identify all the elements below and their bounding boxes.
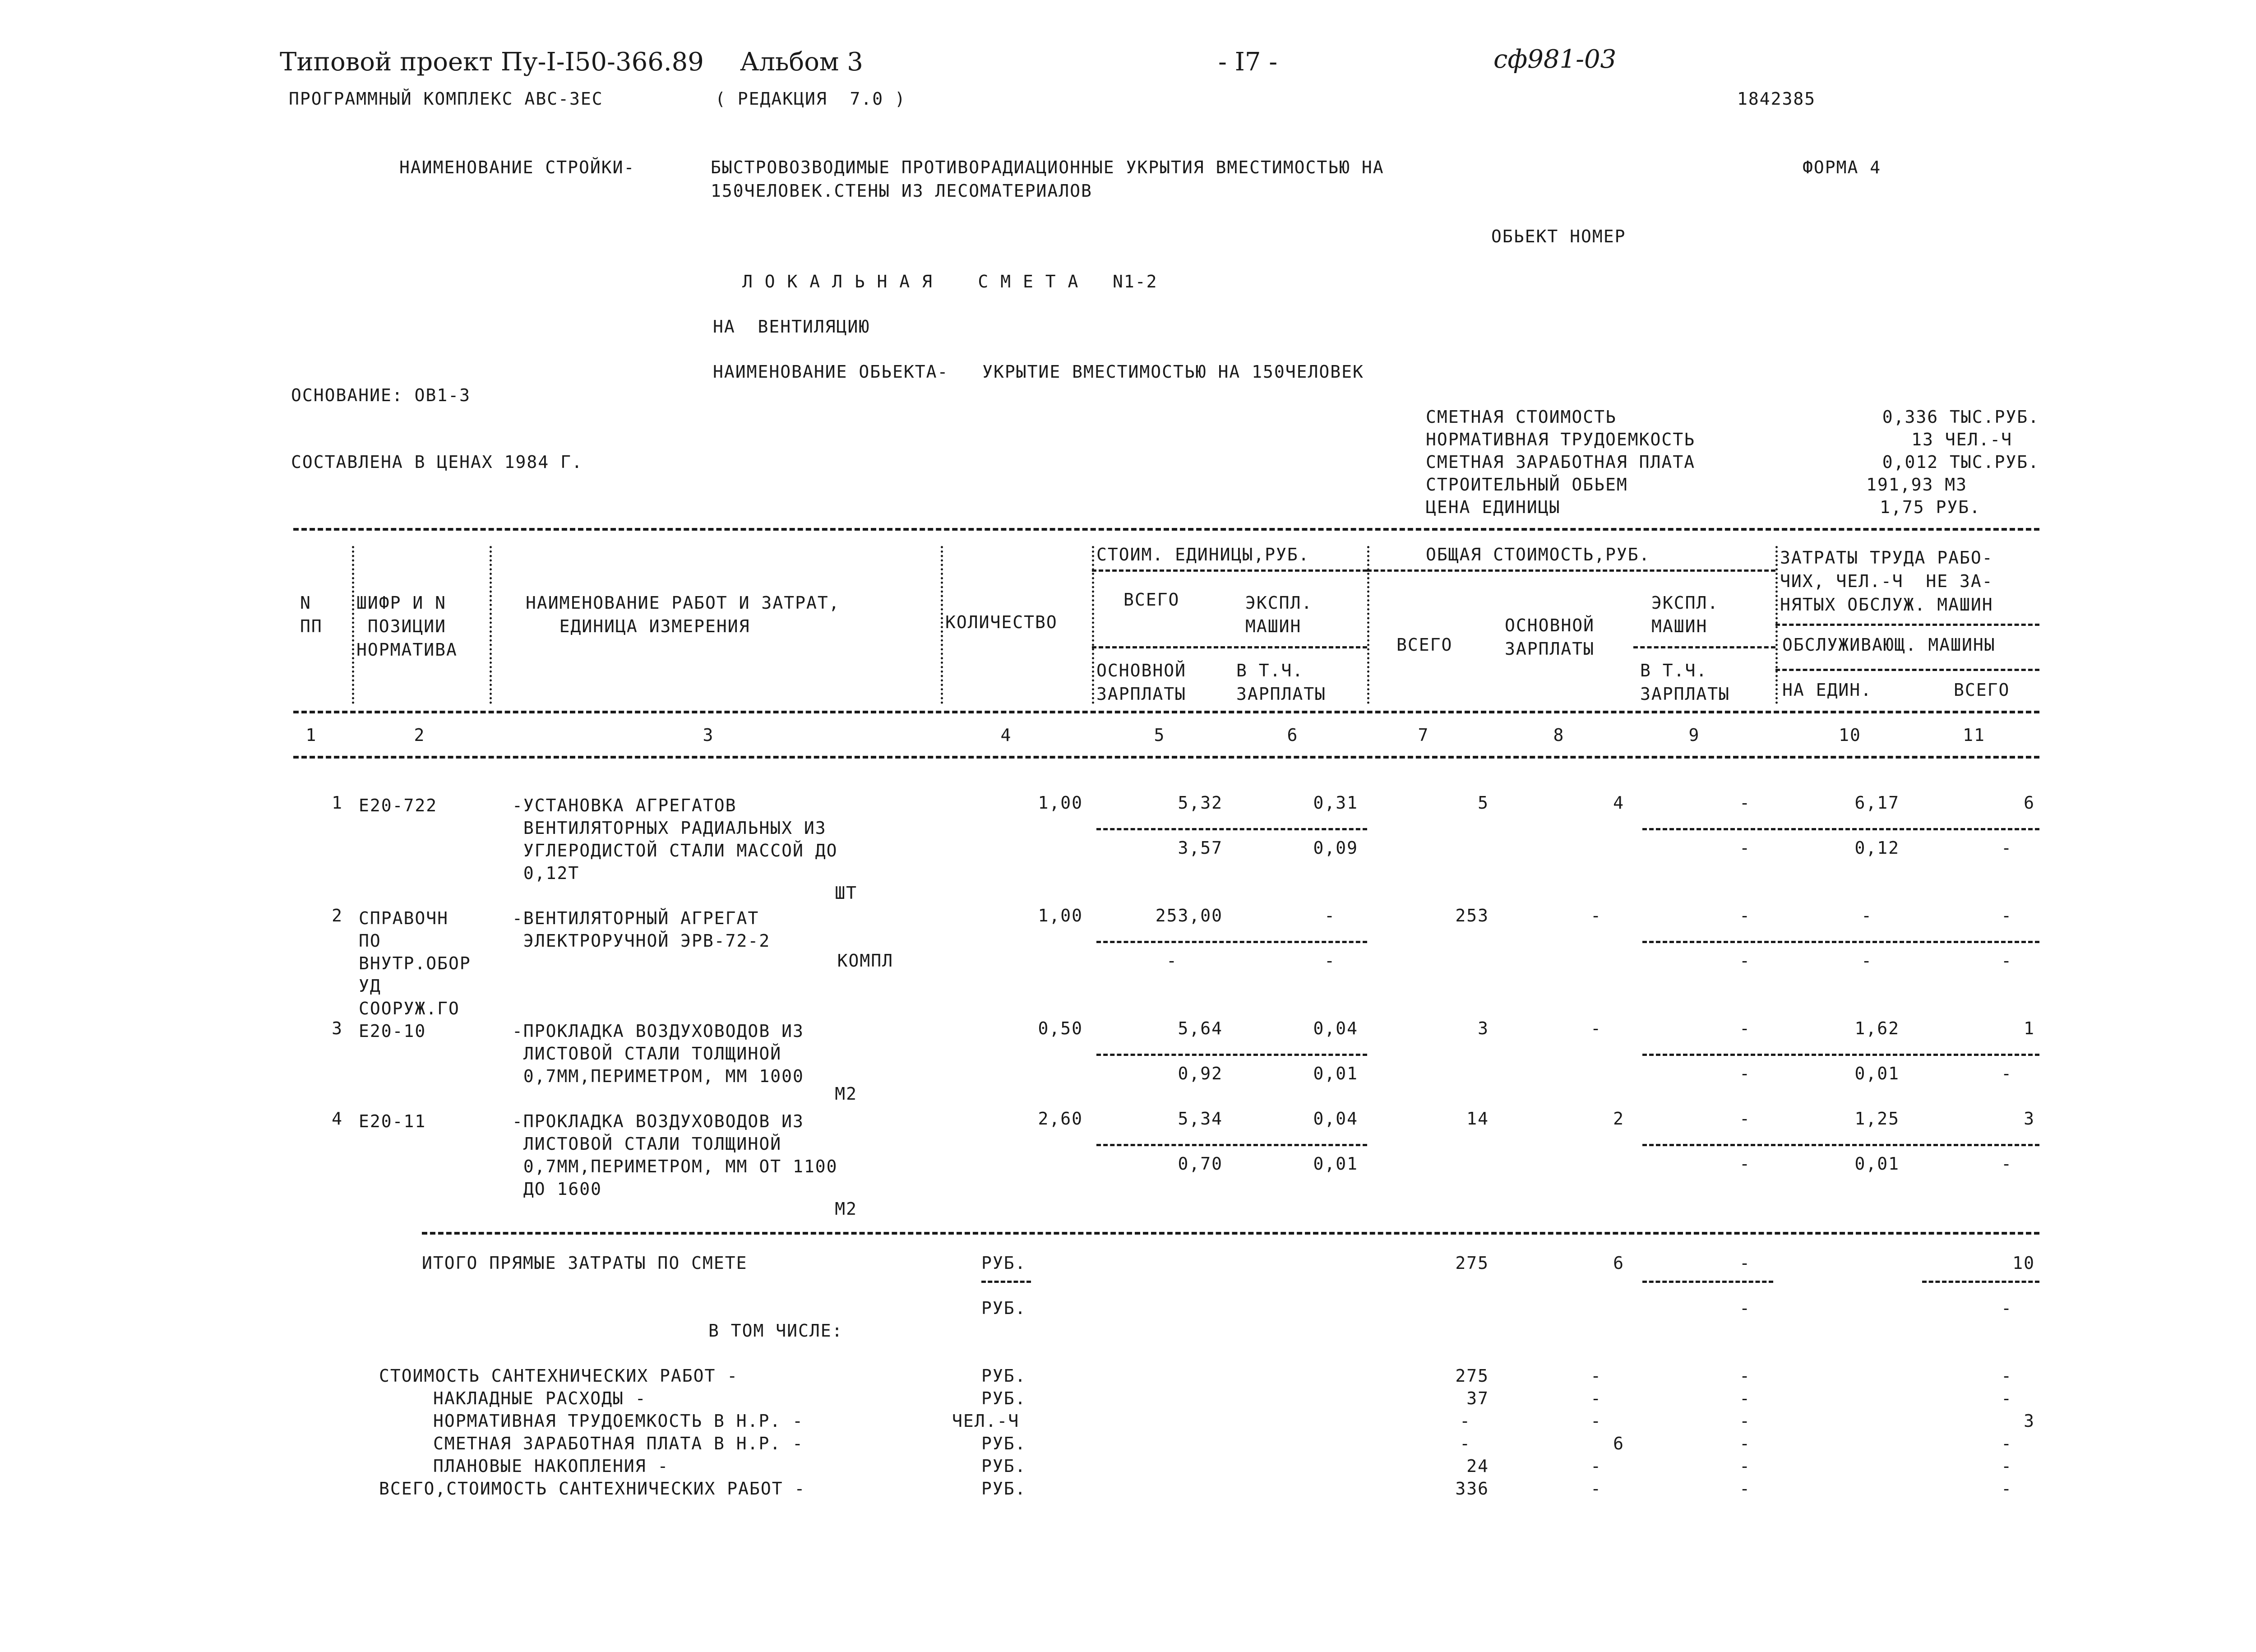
totals-line-total: - [1460, 1434, 1471, 1453]
summary-value: 13 ЧЕЛ.-Ч [1911, 430, 2012, 449]
document-code: сф981-03 [1493, 45, 1617, 74]
header-subrule [1092, 569, 1367, 572]
row-labor-unit: 1,25 [1854, 1109, 1900, 1129]
column-number: 2 [414, 725, 425, 745]
col-header-labor-total: ВСЕГО [1954, 680, 2010, 700]
header-bottom-rule [293, 711, 2039, 713]
totals-line-machines: - [1739, 1434, 1751, 1453]
row-name: -УСТАНОВКА АГРЕГАТОВ ВЕНТИЛЯТОРНЫХ РАДИАЛЬНЫХ ИЗ УГЛЕРОДИСТОЙ СТАЛИ МАССОЙ ДО 0,12Т [512, 796, 838, 883]
row-labor-total: 1 [2024, 1018, 2035, 1038]
col-header-unit-machines: ЭКСПЛ. МАШИН [1245, 593, 1313, 636]
col-header-total: ВСЕГО [1396, 635, 1453, 655]
row-total-wage: - [1590, 906, 1602, 925]
row-code: СПРАВОЧН ПО ВНУТР.ОБОР УД СООРУЖ.ГО [359, 908, 471, 1018]
object-number: ОБЬЕКТ НОМЕР [1491, 227, 1626, 246]
col-header-labor: ЗАТРАТЫ ТРУДА РАБО- ЧИХ, ЧЕЛ.-Ч НЕ ЗА- НЯТЫХ ОБСЛУЖ. МАШИН [1780, 548, 1993, 615]
summary-value: 191,93 М3 [1866, 475, 1967, 495]
totals-line-total: - [1460, 1411, 1471, 1431]
prices-year: СОСТАВЛЕНА В ЦЕНАХ 1984 Г. [291, 452, 583, 472]
row-code: Е20-11 [359, 1111, 426, 1131]
row-unit: ШТ [835, 883, 857, 903]
cell-subrule [1642, 828, 2039, 830]
totals-line-wage: - [1590, 1366, 1602, 1386]
row-quantity: 0,50 [1038, 1018, 1083, 1038]
row-unit-machines: - [1324, 906, 1336, 925]
cell-subrule [1642, 1144, 2039, 1146]
form-label: ФОРМА 4 [1803, 157, 1882, 177]
totals-line-labor: - [2001, 1388, 2012, 1408]
row-total-machines: - [1739, 793, 1751, 813]
construction-name-line1: БЫСТРОВОЗВОДИМЫЕ ПРОТИВОРАДИАЦИОННЫЕ УКРЫТИЯ ВМЕСТИМОСТЬЮ НА [711, 157, 1384, 177]
table-top-rule [293, 528, 2039, 531]
col-header-unit-mach-wage: В Т.Ч. ЗАРПЛАТЫ [1236, 661, 1327, 704]
row-quantity: 1,00 [1038, 906, 1083, 925]
totals-line-wage: 6 [1613, 1434, 1624, 1453]
row-labor-unit: 1,62 [1854, 1018, 1900, 1038]
header-subrule [1775, 669, 2039, 671]
row-total: 253 [1455, 906, 1489, 925]
summary-label: НОРМАТИВНАЯ ТРУДОЕМКОСТЬ [1426, 430, 1696, 449]
summary-label: СМЕТНАЯ ЗАРАБОТНАЯ ПЛАТА [1426, 452, 1696, 472]
cell-subrule [1096, 1144, 1367, 1146]
row-total-mach-wage: - [1739, 951, 1751, 971]
cell-subrule [1922, 1281, 2039, 1283]
col-header-code: ШИФР И N ПОЗИЦИИ НОРМАТИВА [356, 593, 458, 660]
row-labor-serv-unit: 0,01 [1854, 1154, 1900, 1174]
direct-costs-machines: - [1739, 1253, 1751, 1273]
page-number: - I7 - [1218, 47, 1278, 77]
col-header-name: НАИМЕНОВАНИЕ РАБОТ И ЗАТРАТ, ЕДИНИЦА ИЗМЕРЕНИЯ [526, 593, 840, 636]
col-header-total-mach-wage: В Т.Ч. ЗАРПЛАТЫ [1640, 661, 1730, 704]
row-labor-unit: - [1861, 906, 1872, 925]
col-separator [941, 546, 943, 704]
direct-costs-labor-serv: - [2001, 1298, 2012, 1318]
totals-line-machines: - [1739, 1479, 1751, 1499]
col-header-unit-wage: ОСНОВНОЙ ЗАРПЛАТЫ [1096, 661, 1187, 704]
row-quantity: 1,00 [1038, 793, 1083, 813]
col-header-total-machines: ЭКСПЛ. МАШИН [1651, 593, 1719, 636]
totals-line-labor: 3 [2024, 1411, 2035, 1431]
column-number: 1 [305, 725, 317, 745]
cell-subrule [1642, 941, 2039, 943]
row-name: -ПРОКЛАДКА ВОЗДУХОВОДОВ ИЗ ЛИСТОВОЙ СТАЛИ ТОЛЩИНОЙ 0,7ММ,ПЕРИМЕТРОМ, ММ 1000 [512, 1021, 804, 1086]
totals-line-labor: - [2001, 1434, 2012, 1453]
column-number: 5 [1154, 725, 1165, 745]
row-unit-machines: 0,04 [1313, 1018, 1358, 1038]
summary-label: СТРОИТЕЛЬНЫЙ ОБЬЕМ [1426, 475, 1628, 495]
row-unit-mach-wage: 0,01 [1313, 1064, 1358, 1083]
row-labor-unit: 6,17 [1854, 793, 1900, 813]
row-unit-total: 5,34 [1178, 1109, 1223, 1129]
cell-subrule [1096, 1054, 1367, 1056]
col-header-unit-total: ВСЕГО [1123, 590, 1180, 610]
row-total: 14 [1466, 1109, 1489, 1129]
estimate-title: Л О К А Л Ь Н А Я С М Е Т А N1-2 [742, 272, 1158, 292]
totals-line-label: СМЕТНАЯ ЗАРАБОТНАЯ ПЛАТА В Н.Р. - [433, 1434, 804, 1453]
col-header-total-wage: ОСНОВНОЙ ЗАРПЛАТЫ [1505, 615, 1595, 659]
totals-line-labor: - [2001, 1479, 2012, 1499]
row-labor-total: - [2001, 906, 2012, 925]
col-header-labor-serv: ОБСЛУЖИВАЮЩ. МАШИНЫ [1782, 635, 1996, 655]
totals-line-unit: РУБ. [981, 1388, 1026, 1408]
col-header-total-cost: ОБЩАЯ СТОИМОСТЬ,РУБ. [1426, 545, 1650, 565]
row-number: 3 [332, 1018, 343, 1038]
totals-line-total: 336 [1455, 1479, 1489, 1499]
header-subrule [1633, 646, 1775, 648]
summary-label: ЦЕНА ЕДИНИЦЫ [1426, 497, 1561, 517]
including-label: В ТОМ ЧИСЛЕ: [708, 1321, 843, 1341]
totals-line-label: НОРМАТИВНАЯ ТРУДОЕМКОСТЬ В Н.Р. - [433, 1411, 804, 1431]
row-unit-machines: 0,04 [1313, 1109, 1358, 1129]
totals-line-machines: - [1739, 1388, 1751, 1408]
totals-line-wage: - [1590, 1411, 1602, 1431]
direct-costs-wage: 6 [1613, 1253, 1624, 1273]
totals-line-labor: - [2001, 1366, 2012, 1386]
summary-label: СМЕТНАЯ СТОИМОСТЬ [1426, 407, 1617, 427]
row-labor-total: 6 [2024, 793, 2035, 813]
column-number: 8 [1553, 725, 1565, 745]
row-total-wage: 4 [1613, 793, 1624, 813]
row-unit-wage: 0,92 [1178, 1064, 1223, 1083]
row-unit-mach-wage: 0,01 [1313, 1154, 1358, 1174]
totals-line-total: 275 [1455, 1366, 1489, 1386]
row-number: 1 [332, 793, 343, 813]
summary-value: 0,012 ТЫС.РУБ. [1882, 452, 2039, 472]
basis: ОСНОВАНИЕ: ОВ1-3 [291, 385, 471, 405]
row-labor-serv-unit: - [1861, 951, 1872, 971]
totals-line-wage: - [1590, 1479, 1602, 1499]
program-label: ПРОГРАММНЫЙ КОМПЛЕКС АВС-3ЕС [289, 89, 603, 109]
construction-label: НАИМЕНОВАНИЕ СТРОЙКИ- [399, 157, 635, 177]
totals-line-machines: - [1739, 1411, 1751, 1431]
column-number: 4 [1000, 725, 1012, 745]
row-unit-mach-wage: - [1324, 951, 1336, 971]
totals-line-unit: РУБ. [981, 1456, 1026, 1476]
row-total-machines: - [1739, 906, 1751, 925]
cell-subrule [981, 1281, 1031, 1283]
totals-top-rule [422, 1232, 2039, 1235]
direct-costs-mach-wage: - [1739, 1298, 1751, 1318]
row-unit-wage: 3,57 [1178, 838, 1223, 858]
col-header-quantity: КОЛИЧЕСТВО [945, 612, 1058, 632]
row-name: -ВЕНТИЛЯТОРНЫЙ АГРЕГАТ ЭЛЕКТРОРУЧНОЙ ЭРВ-72-2 [512, 908, 771, 951]
cell-subrule [1642, 1281, 1773, 1283]
row-unit-machines: 0,31 [1313, 793, 1358, 813]
header-subrule [1092, 646, 1367, 648]
row-number: 2 [332, 906, 343, 925]
totals-line-machines: - [1739, 1456, 1751, 1476]
project-title: Типовой проект Пу-I-I50-366.89 [280, 47, 704, 77]
totals-line-total: 37 [1466, 1388, 1489, 1408]
column-number: 11 [1963, 725, 1985, 745]
direct-costs-label: ИТОГО ПРЯМЫЕ ЗАТРАТЫ ПО СМЕТЕ [422, 1253, 748, 1273]
edition-label: ( РЕДАКЦИЯ 7.0 ) [715, 89, 906, 109]
row-total: 5 [1478, 793, 1489, 813]
row-labor-serv-unit: 0,12 [1854, 838, 1900, 858]
cell-subrule [1096, 828, 1367, 830]
row-code: Е20-722 [359, 796, 438, 815]
col-header-unit-cost: СТОИМ. ЕДИНИЦЫ,РУБ. [1096, 545, 1310, 565]
totals-line-wage: - [1590, 1456, 1602, 1476]
row-unit-mach-wage: 0,09 [1313, 838, 1358, 858]
totals-line-labor: - [2001, 1456, 2012, 1476]
row-unit: М2 [835, 1199, 857, 1219]
row-number: 4 [332, 1109, 343, 1129]
row-labor-serv-total: - [2001, 951, 2012, 971]
row-labor-serv-total: - [2001, 1064, 2012, 1083]
column-number: 6 [1287, 725, 1299, 745]
construction-name-line2: 150ЧЕЛОВЕК.СТЕНЫ ИЗ ЛЕСОМАТЕРИАЛОВ [711, 181, 1092, 201]
row-name: -ПРОКЛАДКА ВОЗДУХОВОДОВ ИЗ ЛИСТОВОЙ СТАЛИ ТОЛЩИНОЙ 0,7ММ,ПЕРИМЕТРОМ, ММ ОТ 1100 ДО 1600 [512, 1111, 838, 1199]
header-subrule [1775, 624, 2039, 626]
col-header-n: N ПП [300, 593, 323, 636]
summary-value: 0,336 ТЫС.РУБ. [1882, 407, 2039, 427]
row-code: Е20-10 [359, 1021, 426, 1041]
row-unit: М2 [835, 1084, 857, 1104]
row-unit-total: 253,00 [1155, 906, 1223, 925]
totals-line-unit: ЧЕЛ.-Ч [952, 1411, 1020, 1431]
row-unit-total: 5,32 [1178, 793, 1223, 813]
header-subrule [1367, 569, 1775, 572]
totals-line-wage: - [1590, 1388, 1602, 1408]
direct-costs-labor: 10 [2012, 1253, 2035, 1273]
row-unit-total: 5,64 [1178, 1018, 1223, 1038]
album-label: Альбом 3 [740, 47, 863, 77]
totals-line-total: 24 [1466, 1456, 1489, 1476]
totals-line-label: ВСЕГО,СТОИМОСТЬ САНТЕХНИЧЕСКИХ РАБОТ - [379, 1479, 806, 1499]
direct-costs-total: 275 [1455, 1253, 1489, 1273]
col-header-labor-unit: НА ЕДИН. [1782, 680, 1872, 700]
direct-costs-unit: РУБ. [981, 1253, 1026, 1273]
column-number: 10 [1839, 725, 1861, 745]
totals-line-unit: РУБ. [981, 1434, 1026, 1453]
row-unit: КОМПЛ [837, 951, 893, 971]
row-total-mach-wage: - [1739, 1064, 1751, 1083]
numbers-bottom-rule [293, 756, 2039, 759]
row-total-mach-wage: - [1739, 838, 1751, 858]
column-number: 7 [1418, 725, 1429, 745]
row-total-machines: - [1739, 1109, 1751, 1129]
totals-line-machines: - [1739, 1366, 1751, 1386]
row-labor-total: 3 [2024, 1109, 2035, 1129]
totals-line-label: ПЛАНОВЫЕ НАКОПЛЕНИЯ - [433, 1456, 669, 1476]
cell-subrule [1096, 941, 1367, 943]
direct-costs-unit-2: РУБ. [981, 1298, 1026, 1318]
estimate-subject: НА ВЕНТИЛЯЦИЮ [713, 317, 870, 337]
totals-line-label: СТОИМОСТЬ САНТЕХНИЧЕСКИХ РАБОТ - [379, 1366, 739, 1386]
object-name: НАИМЕНОВАНИЕ ОБЬЕКТА- УКРЫТИЕ ВМЕСТИМОСТЬЮ НА 150ЧЕЛОВЕК [713, 362, 1364, 382]
row-unit-wage: 0,70 [1178, 1154, 1223, 1174]
row-labor-serv-total: - [2001, 1154, 2012, 1174]
totals-line-unit: РУБ. [981, 1479, 1026, 1499]
column-number: 9 [1688, 725, 1700, 745]
row-total-machines: - [1739, 1018, 1751, 1038]
row-total: 3 [1478, 1018, 1489, 1038]
document-number: 1842385 [1737, 89, 1816, 109]
cell-subrule [1642, 1054, 2039, 1056]
col-separator [490, 546, 492, 704]
row-total-wage: 2 [1613, 1109, 1624, 1129]
row-quantity: 2,60 [1038, 1109, 1083, 1129]
column-number: 3 [703, 725, 714, 745]
row-labor-serv-total: - [2001, 838, 2012, 858]
totals-line-label: НАКЛАДНЫЕ РАСХОДЫ - [433, 1388, 647, 1408]
row-unit-wage: - [1166, 951, 1178, 971]
row-total-wage: - [1590, 1018, 1602, 1038]
col-separator [352, 546, 354, 704]
totals-line-unit: РУБ. [981, 1366, 1026, 1386]
row-labor-serv-unit: 0,01 [1854, 1064, 1900, 1083]
summary-value: 1,75 РУБ. [1880, 497, 1981, 517]
row-total-mach-wage: - [1739, 1154, 1751, 1174]
